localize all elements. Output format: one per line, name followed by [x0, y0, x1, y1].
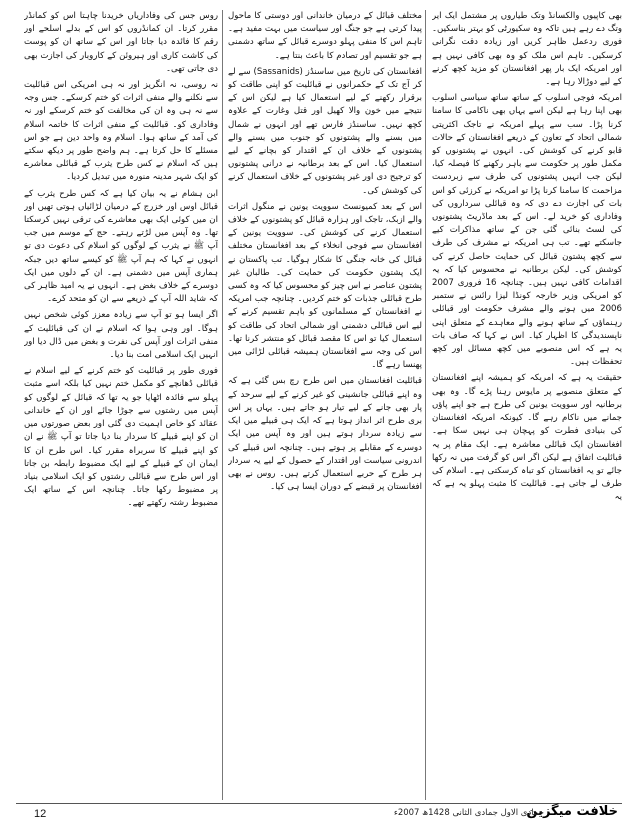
paragraph: نہ روسی، نہ انگریز اور نہ ہی امریکی اس قبائلیت سے نکلنے والے منفی اثرات کو ختم کرسکے۔ جس وجہ سے نہ ہی وہ ان کی مخالفت کو ختم کرسکے اور نہ وفاداری کو۔ قبائلیت کے منفی اثرات کا خاتمہ اسلام کی آمد کے ساتھ ہوا۔ اسلام وہ واحد دین ہے جو اس مسئلے کا حل کرتا ہے۔ ہم واضح طور پر دیکھ سکتے ہیں کہ اسلام نے کس طرح یثرب کے قبائلی معاشرے کو ایک شہر مدینہ منورہ میں تبدیل کردیا۔	[24, 80, 218, 183]
column-divider	[425, 10, 426, 800]
issue-date: جمادی الاول جمادی الثانی 1428ھ 2007ء	[393, 808, 544, 818]
magazine-title: خلافت میگزین	[526, 804, 618, 819]
paragraph: اس کے بعد کمیونسٹ سوویت یونین نے منگول اثرات والے ازبک، تاجک اور ہزارہ قبائل کو پشتونوں کے خلاف استعمال کرنے کی کوشش کی۔ سوویت یونین کے افغانستان سے فوجی انخلاء کے بعد افغانستان مختلف قبائل کی خانہ جنگی کا شکار ہوگیا۔ تب پاکستان نے ایک پشتون حکومت کی حمایت کی۔ طالبان غیر پشتون عناصر نے اس چیز کو محسوس کیا کہ وہ کسی طرح قبائلی جذبات کو ختم کردیں۔ چنانچہ جب امریکہ نے افغانستان کے مسلمانوں کو باہم تقسیم کرنے کے لیے اس قبائلی دشمنی اور شمالی اتحاد کی طاقت کو استعمال کیا تو اس کا مقصد قبائل کو منتشر کرنا تھا۔ اس کی وجہ سے افغانستان ہمیشہ قبائلی لڑائی میں پھنسا رہے گا۔	[228, 201, 422, 371]
paragraph: بھی کاپیوں والکسانڈ وتک طیاروں پر مشتمل ایک ایر وتگ دے رہے ہیں تاکہ وہ سکیورٹی کو بہتر بناسکیں۔ فوری ردعمل ظاہر کریں اور زیادہ دقت نگرانی کرسکیں۔ تاہم اس ملک کو وہ بھی کافی نہیں ہے اور امریکہ ایک بار پھر افغانستان کو مزید کچھ کرنے کے لیے دوڑالا رہا ہے۔	[432, 11, 622, 88]
page-footer	[16, 803, 622, 824]
paragraph: قبائلیت افغانستان میں اس طرح رچ بس گئی ہے کہ وہ اپنے قبائلی جانشینی کو غیر کرنے کے لیے سرحد کے پار بھی جانے کے لیے تیار ہو جاتے ہیں۔ یہاں پر اس بری طرح اثر انداز ہوتا ہے کہ ایک ہی قبیلے میں ایک سے زیادہ سردار ہوتے ہیں اور وہ آپس میں ایک دوسرے کے مقابلے پر ہوتے ہیں۔ چنانچہ اس قبیلے کی اندرونی سیاست اور اقتدار کے حصول کے لیے یہ سردار ہر طرح کے حربے استعمال کرتے ہیں۔ روس نے بھی افغانستان پر قبضے کے دوران ایسا ہی کیا۔	[228, 376, 422, 493]
column-divider	[222, 10, 223, 800]
paragraph: امریکہ فوجی اسلوب کے ساتھ ساتھ سیاسی اسلوب بھی اپنا رہا ہے لیکن اسے یہاں بھی ناکامی کا سامنا کرنا پڑا۔ سب سے پہلے امریکہ نے تاجک اکثریتی شمالی اتحاد کے تعاون کے ذریعے افغانستان کے حالات قابو کرنے کی کوشش کی۔ انہوں نے پشتونوں کو مکمل طور پر حکومت سے باہر رکھنے کا فیصلہ کیا، لیکن جب انہیں پشتونوں کی طرف سے زبردست مزاحمت کا سامنا کرنا پڑا تو امریکہ نے کرزئی کو اس بات کی اجازت دے دی کہ وہ قبائلی سرداروں کی وفاداری کو خرید لے۔ اس کے بعد ماڈریٹ پشتونوں کی لسٹ بنائی گئی جن کے ساتھ مذاکرات کیے جاسکتے تھے۔ تب ہی امریکہ نے مشرف کی طرف سے کچھ پشتون قبائل کی حمایت حاصل کرنے کی کوشش کی۔ لیکن برطانیہ نے محسوس کیا کہ یہ اقدامات کافی نہیں ہیں۔ چنانچہ 16 فروری 2007 کو امریکی وزیر خارجہ کونڈا لیزا رائس نے ستمبر 2006 میں ہونے والے مشرف حکومت اور قبائلی رہنماؤں کے ساتھ ہونے والے معاہدے کے متعلق اپنی ناپسندیدگی کا اظہار کیا۔ اس نے کہا کہ صاف بات یہ ہے کہ اس منصوبے میں کچھ مسائل اور کچھ تحفظات ہیں۔	[432, 93, 622, 368]
article-column-left	[24, 10, 218, 800]
paragraph: اگر ایسا ہو تو آپ سے زیادہ معزز کوئی شخص نہیں ہوگا۔ اور وہی ہوا کہ اسلام نے ان کی قبائلیت کے منفی اثرات اور آپس کی نفرت و بغض میں ڈال دیا اور انہیں ایک اسلامی امت بنا دیا۔	[24, 310, 218, 361]
article-column-right	[432, 10, 622, 800]
article-column-middle	[228, 10, 422, 800]
article-page	[16, 10, 622, 800]
paragraph: فوری طور پر قبائلیت کو ختم کرنے کے لیے اسلام نے قبائلی ڈھانچے کو مکمل ختم نہیں کیا بلکہ اسے مثبت پہلو سے فائدہ اٹھایا جو یہ تھا کہ قبائل کے لوگوں کو آپس میں رشتوں سے جوڑا جائے اور ان کے خاندانی عقائد کو خاص اہمیت دی گئی اور بعض صورتوں میں ان کو اپنے قبیلے کا سردار بنا دیا جاتا تو آپ ﷺ نے ان کو اپنے قبیلے کا سربراہ مقرر کیا۔ اس طرح ان کا ایمان ان کے قبیلے کے لیے ایک مضبوط رابطہ بن جاتا اور اس طرح سے قبائلی رشتوں کو ایک اسلامی بنیاد پر مضبوط رکھا جاتا۔ چنانچہ اس کے ساتھ ایک مضبوط رشتہ رکھتے تھے۔	[24, 366, 218, 509]
paragraph: ابن ہشام نے یہ بیان کیا ہے کہ کس طرح یثرب کے قبائل اوس اور خزرج کے درمیان لڑائیاں ہوتی تھیں اور ان میں کوئی ایک بھی معاشرے کی ترقی نہیں کرسکتا تھا۔ وہ آپس میں لڑتے رہتے۔ حج کے موسم میں جب آپ ﷺ نے یثرب کے لوگوں کو اسلام کی دعوت دی تو انہوں نے کہا کہ ہم آپ ﷺ کو کیسے ساتھ دیں جبکہ ہماری آپس میں دشمنی ہے۔ ان کے دلوں میں ایک دوسرے کے خلاف بغض ہے۔ انہوں نے یہ امید ظاہر کی کہ شاید اللہ آپ کے ذریعے سے ان کو متحد کرے۔	[24, 188, 218, 305]
paragraph: حقیقت یہ ہے کہ امریکہ کو ہمیشہ اپنے افغانستان کے متعلق منصوبے پر مایوس رہنا پڑے گا۔ وہ بھی برطانیہ اور سوویت یونین کی طرح ہے جو اپنے پاؤں جمانے میں ناکام رہے گا۔ کیونکہ امریکہ افغانستان کی بنیادی فطرت کو پہچان ہی نہیں سکا ہے۔ افغانستان ایک قبائلی معاشرہ ہے۔ ایک مقام پر یہ قبائلیت اتفاق ہے لیکن اگر اس کو گرفت میں نہ رکھا جائے تو یہ افغانستان کو تباہ کرسکتی ہے۔ اسلام کی طرف لے جاتی ہے۔ قبائلیت کا مثبت پہلو یہ ہے کہ یہ	[432, 373, 622, 503]
page-number: 12	[34, 808, 47, 820]
paragraph: روس جس کی وفاداریاں خریدنا چاہتا اس کو کمانڈر مقرر کرتا۔ ان کمانڈروں کو اس کے بدلے اسلحے اور رقم کا فائدہ دیا جاتا اور اس کے ساتھ ان کو پوست کی کاشت کاری اور ہیروئن کے کاروبار کی اجازت بھی دی جاتی تھی۔	[24, 11, 218, 74]
paragraph: مختلف قبائل کے درمیان خاندانی اور دوستی کا ماحول پیدا کرتی ہے جو جنگ اور سیاست میں بہت مفید ہے۔ تاہم اس کا منفی پہلو دوسرے قبائل کے ساتھ دشمنی ہے جو تقسیم اور تصادم کا باعث بنتا ہے۔	[228, 11, 422, 61]
paragraph: افغانستان کی تاریخ میں ساسنڈز (Sassanids) سے لے کر آج تک کے حکمرانوں نے قبائلیت کو اپنی طاقت کو برقرار رکھنے کے لیے استعمال کیا ہے لیکن اس کے نتیجے میں خون والا کھیل اور قتل وغارت کے علاوہ کچھ نہیں۔ ساسنڈز فارس تھے اور انہوں نے شمال میں بسنے والے پشتونوں کو جنوب میں بسنے والے پشتونوں کے خلاف ان کے اقتدار کو بچانے کے لیے استعمال کیا۔ اس کے بعد برطانیہ نے درانی پشتونوں کو ترجیح دی اور غیر پشتونوں کے خلاف استعمال کرنے کی کوشش کی۔	[228, 66, 422, 196]
